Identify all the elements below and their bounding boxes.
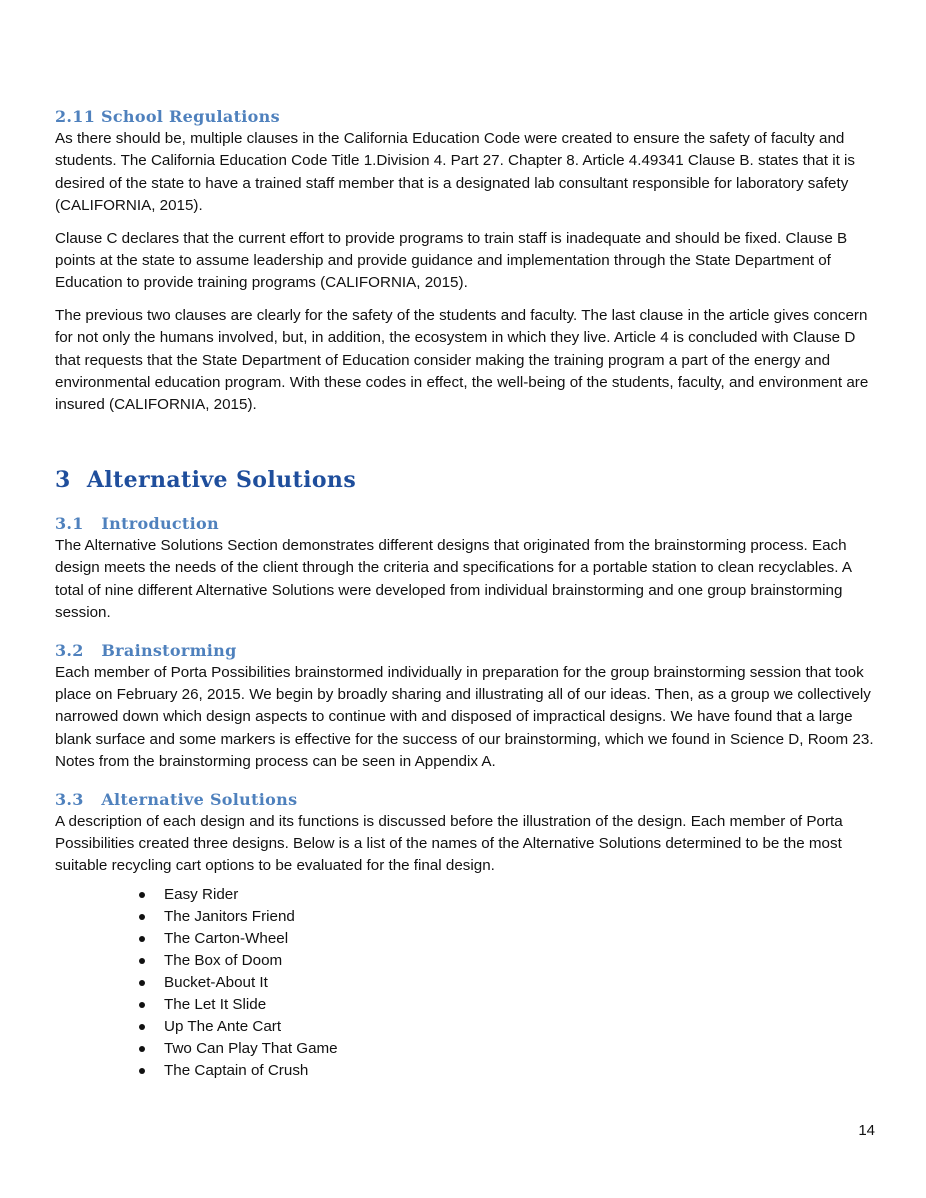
section-heading-3: 3 Alternative Solutions [55,466,357,493]
section-heading-3-1: 3.1 Introduction [55,513,219,533]
list-item [137,1016,875,1038]
paragraph: The previous two clauses are clearly for the safety of the students and faculty. The last clause in the article gives concern for not only the humans involved, but, in addition, the ecosystem in which they live. Article 4 is concluded with Clause D that requests that the State Department of Education consider making the training program a part of the energy and environmental education program. With these codes in effect, the well-being of the students, faculty, and environment are insured (CALIFORNIA, 2015). [55,306,869,414]
list-item [137,1060,875,1082]
list-item-label: Two Can Play That Game [164,1039,338,1057]
list-item [137,906,875,928]
list-item [137,994,875,1016]
list-item [137,972,875,994]
list-item-label: Up The Ante Cart [164,1017,282,1035]
page-content [55,106,875,1082]
list-item [137,1038,875,1060]
section-heading-3-2: 3.2 Brainstorming [55,640,237,660]
paragraph: Clause C declares that the current effort to provide programs to train staff is inadequate and should be fixed. Clause B points at the state to assume leadership and provide guidance and implementation through the State Department of Education to provide training programs (CALIFORNIA, 2015). [55,229,848,292]
list-item [137,950,875,972]
alternative-solutions-list [55,884,875,1082]
section-heading-2-11: 2.11 School Regulations [55,107,280,126]
list-item-label: The Captain of Crush [164,1061,309,1079]
paragraph: As there should be, multiple clauses in the California Education Code were created to ensure the safety of faculty and students. The California Education Code Title 1.Division 4. Part 27. Chapter 8. Article 4.49341 Clause B. states that it is desired of the state to have a trained staff member that is a designated lab consultant responsible for laboratory safety (CALIFORNIA, 2015). [55,130,856,215]
paragraph: Each member of Porta Possibilities brainstormed individually in preparation for the group brainstorming session that took place on February 26, 2015. We begin by broadly sharing and illustrating all of our ideas. Then, as a group we collectively narrowed down which design aspects to continue with and disposed of impractical designs. We have found that a large blank surface and some markers is effective for the success of our brainstorming, which we found in Science D, Room 23. Notes from the brainstorming process can be seen in Appendix A. [55,663,874,771]
list-item [137,884,875,906]
list-item-label: The Let It Slide [164,995,267,1013]
list-item-label: The Box of Doom [164,951,283,969]
list-item-label: The Janitors Friend [164,907,295,925]
list-item [137,928,875,950]
section-heading-3-3: 3.3 Alternative Solutions [55,789,298,809]
page-number: 14 [858,1122,875,1139]
paragraph: The Alternative Solutions Section demonstrates different designs that originated from the brainstorming process. Each design meets the needs of the client through the criteria and specifications for a portable station to clean recyclables. A total of nine different Alternative Solutions were developed from individual brainstorming and one group brainstorming session. [55,536,852,622]
paragraph: A description of each design and its functions is discussed before the illustration of the design. Each member of Porta Possibilities created three designs. Below is a list of the names of the Alternative Solutions determined to be the most suitable recycling cart options to be evaluated for the final design. [55,812,843,875]
list-item-label: Easy Rider [164,885,239,903]
list-item-label: The Carton-Wheel [164,929,289,947]
list-item-label: Bucket-About It [164,973,268,991]
